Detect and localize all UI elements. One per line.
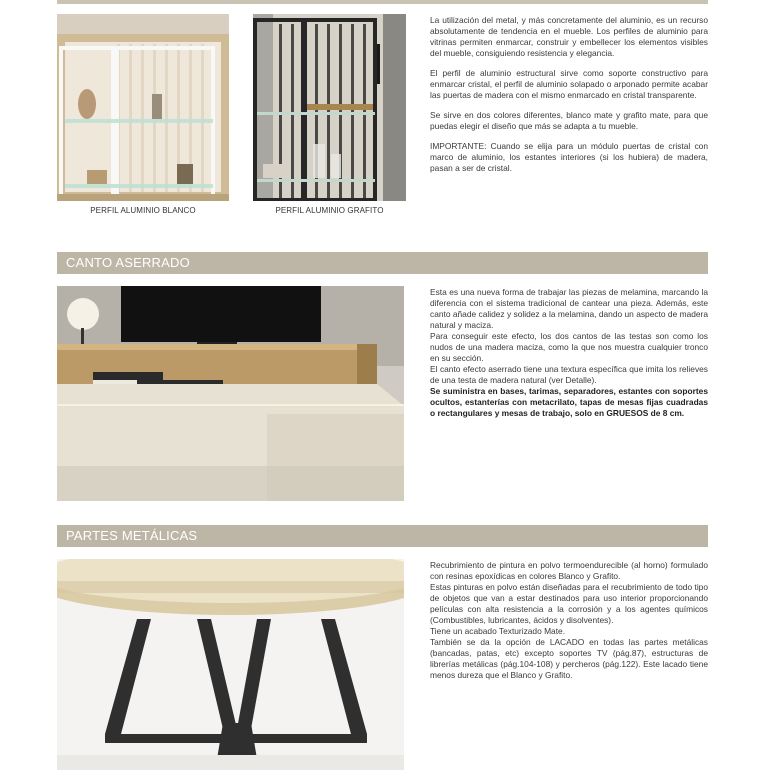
metalicas-paragraph: Tiene un acabado Texturizado Mate. xyxy=(430,626,566,636)
canto-paragraph-bold: Se suministra en bases, tarimas, separadores, estantes con soportes ocultos, estanterías con metacrilato, tapas de mesas fijas cuadradas o rectangulares y mesas de trabajo, solo en GRUESOS de 8 cm. xyxy=(430,386,708,418)
photo-partes-metalicas xyxy=(57,559,404,770)
caption-perfil-blanco: PERFIL ALUMINIO BLANCO xyxy=(90,206,196,215)
photo-perfil-aluminio-blanco xyxy=(57,14,229,201)
aluminio-paragraph: La utilización del metal, y más concretamente del aluminio, es un recurso absolutamente de tendencia en el mueble. Los perfiles de aluminio para vitrinas permiten enmarcar, construir y embellecer los elementos visibles del mueble, consiguiendo resistencia y elegancia. xyxy=(430,15,708,58)
section-header-canto-aserrado xyxy=(57,252,708,274)
canto-text-block xyxy=(430,287,708,419)
metalicas-paragraph: También se da la opción de LACADO en todas las partes metálicas (bancadas, patas, etc) excepto soportes TV (pág.87), estructuras de librerías metálicas (pág.104-108) y percheros (pág.122). Este lacado tiene menos dureza que el Blanco y Grafito. xyxy=(430,637,708,680)
canto-paragraph: Esta es una nueva forma de trabajar las piezas de melamina, marcando la diferencia con el sistema tradicional de cantear una pieza. Además, este canto añade calidez y solidez a la melamina, dando un aspecto de madera natural y maciza. xyxy=(430,287,708,330)
section-title: CANTO ASERRADO xyxy=(66,255,190,270)
metalicas-text-block xyxy=(430,560,708,681)
aluminio-paragraph: Se sirve en dos colores diferentes, blanco mate y grafito mate, para que puedas elegir el diseño que más se adapta a tu mueble. xyxy=(430,110,708,131)
top-section-bar xyxy=(57,0,708,4)
metalicas-paragraph: Recubrimiento de pintura en polvo termoendurecible (al horno) formulado con resinas epoxídicas en colores Blanco y Grafito. xyxy=(430,560,708,581)
section-header-partes-metalicas xyxy=(57,525,708,547)
aluminio-text-block xyxy=(430,15,708,174)
aluminio-paragraph: El perfil de aluminio estructural sirve como soporte constructivo para enmarcar cristal, el perfil de aluminio solapado o arponado permite acabar las puertas de madera con el mismo enmarcado en cristal transparente. xyxy=(430,68,708,100)
canto-paragraph: Para conseguir este efecto, los dos cantos de las testas son como los nudos de una madera maciza, como la que nos muestra cualquier tronco en su sección. xyxy=(430,331,708,363)
metalicas-paragraph: Estas pinturas en polvo están diseñadas para el recubrimiento de todo tipo de objetos que van a estar destinados para uso interior proporcionando películas con alta resistencia a la corrosión y a los agentes químicos (Combustibles, lubricantes, ácidos y disolventes). xyxy=(430,582,708,625)
photo-canto-aserrado xyxy=(57,286,404,501)
aluminio-paragraph: IMPORTANTE: Cuando se elija para un módulo puertas de cristal con marco de aluminio, los estantes interiores (si los hubiera) de madera, pasan a ser de cristal. xyxy=(430,141,708,173)
photo-perfil-aluminio-grafito xyxy=(253,14,406,201)
caption-perfil-grafito: PERFIL ALUMINIO GRAFITO xyxy=(275,206,384,215)
canto-paragraph: El canto efecto aserrado tiene una textura específica que imita los relieves de una testa de madera natural (ver Detalle). xyxy=(430,364,708,385)
section-title: PARTES METÁLICAS xyxy=(66,528,198,543)
